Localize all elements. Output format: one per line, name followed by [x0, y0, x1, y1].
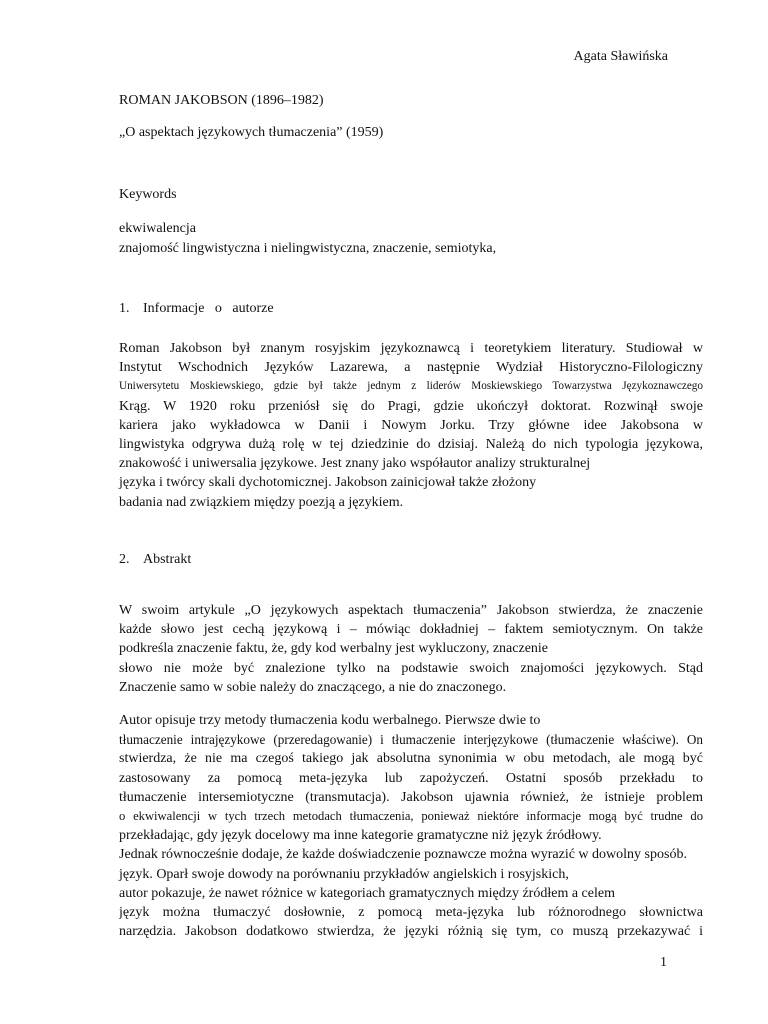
paragraph-line: język można tłumaczyć dosłownie, z pomocą meta-języka lub różnorodnego słownictwa	[119, 904, 703, 920]
paragraph-line: stwierdza, że nie ma czegoś takiego jak absolutna synonimia w obu metodach, ale mogą być	[119, 751, 703, 767]
paragraph-line: Uniwersytetu Moskiewskiego, gdzie był także jednym z liderów Moskiewskiego Towarzystwa Językoznawczego	[119, 380, 703, 393]
paragraph-line: lingwistyka odgrywa dużą rolę w tej dziedzinie do dzisiaj. Należą do nich typologia językowa,	[119, 436, 703, 452]
keywords-list	[119, 219, 496, 259]
paragraph-line: Roman Jakobson był znanym rosyjskim językoznawcą i teoretykiem literatury. Studiował w	[119, 341, 703, 356]
paragraph-line: badania nad związkiem między poezją a językiem.	[119, 494, 404, 510]
paragraph-line: W swoim artykule „O językowych aspektach tłumaczenia” Jakobson stwierdza, że znaczenie	[119, 603, 703, 618]
paragraph-line: Znaczenie samo w sobie należy do znaczącego, a nie do znaczonego.	[119, 679, 507, 695]
author-info-paragraph	[119, 339, 703, 512]
paragraph-line: tłumaczenie intersemiotyczne (transmutacja). Jakobson ujawnia również, że istnieje problem	[119, 789, 703, 805]
paragraph-line: narzędzia. Jakobson dodatkowo stwierdza, że języki różnią się tym, co muszą przekazywać i	[119, 924, 703, 940]
abstract-paragraph-2	[119, 711, 703, 941]
keyword-line: ekwiwalencja	[119, 221, 196, 236]
paragraph-line: podkreśla znaczenie faktu, że, gdy kod werbalny jest wykluczony, znaczenie	[119, 641, 549, 657]
abstract-paragraph-1	[119, 601, 703, 697]
paragraph-line: znakowość i uniwersalia językowe. Jest znany jako współautor analizy strukturalnej	[119, 456, 591, 472]
section-title: Abstrakt	[143, 552, 192, 567]
paragraph-line: o ekwiwalencji w tych trzech metodach tłumaczenia, ponieważ niektóre informacje mogą być trudne do	[119, 808, 703, 823]
section-number: 2.	[119, 552, 130, 567]
paragraph-line: języka i twórcy skali dychotomicznej. Jakobson zainicjował także złożony	[119, 475, 537, 491]
section-heading-author	[119, 301, 274, 317]
author-name: Agata Sławińska	[573, 49, 668, 64]
paragraph-line: Krąg. W 1920 roku przeniósł się do Pragi, gdzie ukończył doktorat. Rozwinął swoje	[119, 398, 703, 414]
document-subtitle: „O aspektach językowych tłumaczenia” (1959)	[119, 125, 384, 140]
keywords-heading: Keywords	[119, 187, 177, 202]
paragraph-line: Jednak równocześnie dodaje, że każde doświadczenie poznawcze można wyrazić w dowolny sposób.	[119, 847, 687, 863]
section-title: Informacje o autorze	[143, 301, 274, 316]
paragraph-line: każde słowo jest cechą językową i – mówiąc dokładniej – faktem semiotycznym. On także	[119, 622, 703, 638]
paragraph-line: słowo nie może być znalezione tylko na podstawie swoich znajomości językowych. Stąd	[119, 660, 703, 676]
paragraph-line: tłumaczenie intrajęzykowe (przeredagowanie) i tłumaczenie interjęzykowe (tłumaczenie właściwe). On	[119, 732, 703, 748]
document-title: ROMAN JAKOBSON (1896–1982)	[119, 93, 324, 108]
section-number: 1.	[119, 301, 130, 316]
page-number: 1	[660, 955, 667, 970]
paragraph-line: zastosowany za pomocą meta-języka lub zapożyczeń. Ostatni sposób przekładu to	[119, 770, 703, 786]
paragraph-line: język. Oparł swoje dowody na porównaniu przykładów angielskich i rosyjskich,	[119, 866, 569, 882]
keyword-line: znajomość lingwistyczna i nielingwistyczna, znaczenie, semiotyka,	[119, 241, 497, 256]
paragraph-line: Instytut Wschodnich Języków Lazarewa, a następnie Wydział Historyczno-Filologiczny	[119, 360, 703, 376]
paragraph-line: kariera jako wykładowca w Danii i Nowym Jorku. Trzy główne idee Jakobsona w	[119, 417, 703, 433]
paragraph-line: autor pokazuje, że nawet różnice w kategoriach gramatycznych między źródłem a celem	[119, 885, 615, 901]
section-heading-abstract	[119, 552, 191, 568]
paragraph-line: Autor opisuje trzy metody tłumaczenia kodu werbalnego. Pierwsze dwie to	[119, 713, 541, 728]
paragraph-line: przekładając, gdy język docelowy ma inne kategorie gramatyczne niż język źródłowy.	[119, 828, 602, 844]
